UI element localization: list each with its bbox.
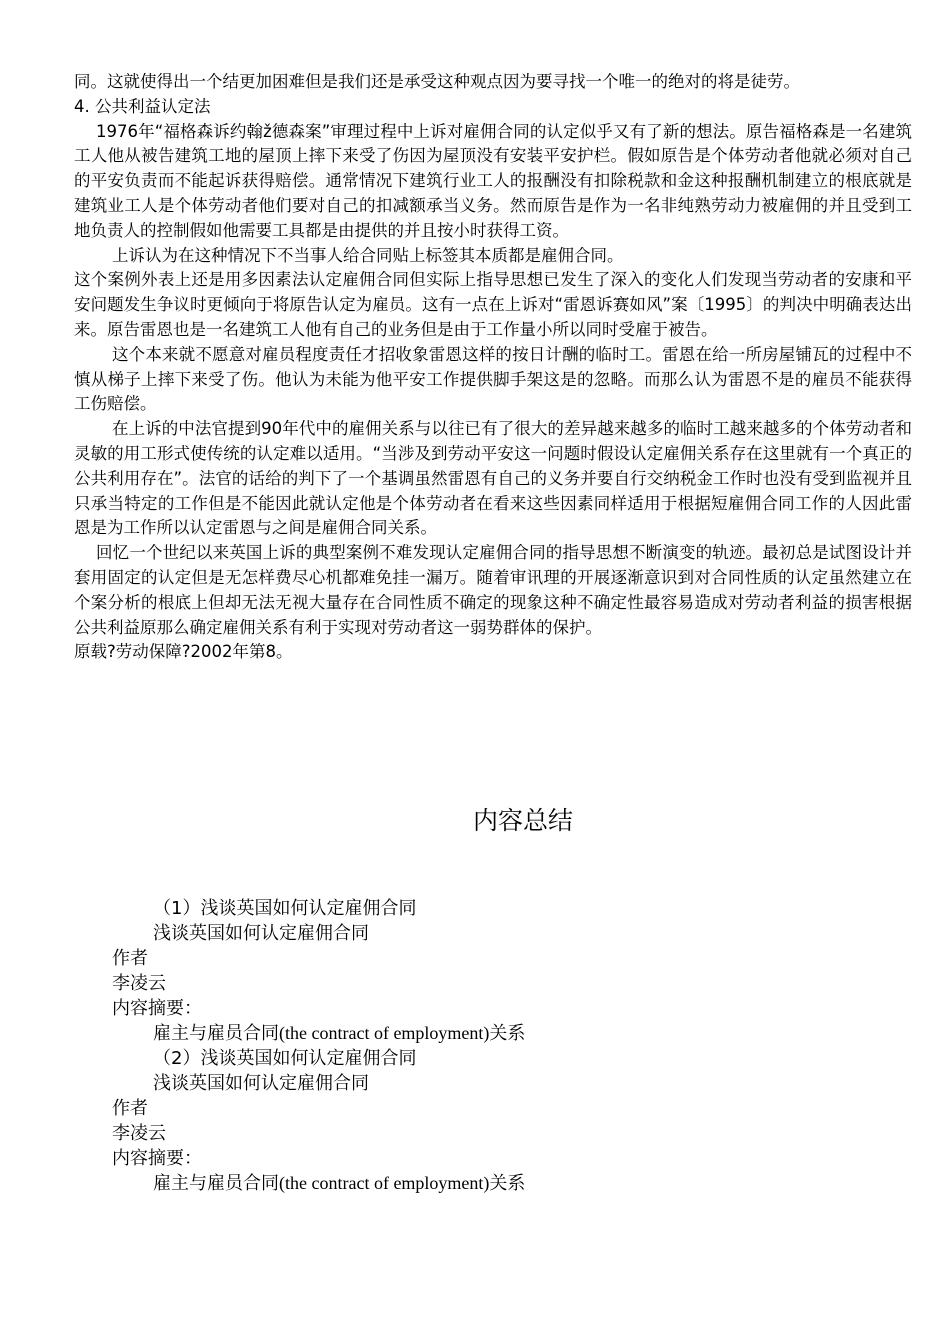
abstract-tail: 关系: [489, 1173, 526, 1194]
summary-heading: 内容总结: [472, 806, 573, 835]
paragraph-judge-opinion: 在上诉的中法官提到90年代中的雇佣关系与以往已有了很大的差异越来越多的临时工越来越多的个体劳动者和灵敏的用工形式使传统的认定难以适用。“当涉及到劳动平安这一问题时假设认定雇佣关系存在这里就有一个真正的公共利用存在”。法官的话给的判下了一个基调虽然雷恩有自己的义务并要自行交纳税金工作时也没有受到监视并且只承当特定的工作但是不能因此就认定他是个体劳动者在看来这些因素同样适用于根据短雇佣合同工作的人因此雷恩是为工作所以认定雷恩与之间是雇佣合同关系。: [74, 419, 912, 538]
abstract-cn: 雇主与雇员合同: [153, 1023, 279, 1044]
summary-item-number: （1）浅谈英国如何认定雇佣合同: [153, 898, 417, 919]
abstract-cn: 雇主与雇员合同: [153, 1173, 279, 1194]
summary-item-author: 李凌云: [112, 973, 166, 994]
paragraph-lane-case: 这个案例外表上还是用多因素法认定雇佣合同但实际上指导思想已发生了深入的变化人们发现当劳动者的安康和平安问题发生争议时更倾向于将原告认定为雇员。这有一点在上诉对“雷恩诉赛如风”案〔1995〕的判决中明确表达出来。原告雷恩也是一名建筑工人他有自己的业务但是由于工作量小所以同时受雇于被告。: [74, 270, 912, 339]
paragraph-appeal-view: 上诉认为在这种情况下不当事人给合同贴上标签其本质都是雇佣合同。: [112, 245, 624, 265]
summary-item-author: 李凌云: [112, 1123, 166, 1144]
summary-item-abstract-label: 内容摘要：: [112, 998, 202, 1019]
article-body: [74, 70, 912, 665]
abstract-en: (the contract of employment): [279, 1023, 490, 1043]
summary-item-title: 浅谈英国如何认定雇佣合同: [153, 1073, 369, 1094]
paragraph-source: 原载?劳动保障?2002年第8。: [74, 642, 293, 662]
summary-item-number: （2）浅谈英国如何认定雇佣合同: [153, 1048, 417, 1069]
summary-item-abstract: [153, 1021, 525, 1046]
abstract-en: (the contract of employment): [279, 1173, 490, 1193]
summary-item-author-label: 作者: [112, 1098, 148, 1119]
paragraph-conclusion: 回忆一个世纪以来英国上诉的典型案例不难发现认定雇佣合同的指导思想不断演变的轨迹。最初总是试图设计并套用固定的认定但是无怎样费尽心机都难免挂一漏万。随着审讯理的开展逐渐意识到对合同性质的认定虽然建立在个案分析的根底上但却无法无视大量存在合同性质不确定的现象这种不确定性最容易造成对劳动者利益的损害根据公共利益原那么确定雇佣关系有利于实现对劳动者这一弱势群体的保护。: [74, 543, 912, 637]
paragraph-continuation: 同。这就使得出一个结更加困难但是我们还是承受这种观点因为要寻找一个唯一的绝对的将是徒劳。: [74, 72, 800, 91]
abstract-tail: 关系: [489, 1023, 526, 1044]
paragraph-ferguson-case: 1976年“福格森诉约翰ž德森案”审理过程中上诉对雇佣合同的认定似乎又有了新的想法。原告福格森是一名建筑工人他从被告建筑工地的屋顶上摔下来受了伤因为屋顶没有安装平安护栏。假如原告是个体劳动者他就必须对自己的平安负责而不能起诉获得赔偿。通常情况下建筑行业工人的报酬没有扣除税款和金这种报酬机制建立的根底就是建筑业工人是个体劳动者他们要对自己的扣减额承当义务。然而原告是作为一名非纯熟劳动力被雇佣的并且受到工地负责人的控制假如他需要工具都是由提供的并且按小时获得工资。: [74, 121, 912, 240]
paragraph-lane-injury: 这个本来就不愿意对雇员程度责任才招收象雷恩这样的按日计酬的临时工。雷恩在给一所房屋铺瓦的过程中不慎从梯子上摔下来受了伤。他认为未能为他平安工作提供脚手架这是的忽略。而那么认为雷恩不是的雇员不能获得工伤赔偿。: [74, 344, 912, 414]
summary-item-author-label: 作者: [112, 948, 148, 969]
summary-item-abstract-label: 内容摘要：: [112, 1148, 202, 1169]
section-heading-public-interest: 4. 公共利益认定法: [74, 96, 211, 116]
summary-item-title: 浅谈英国如何认定雇佣合同: [153, 923, 369, 944]
summary-item-abstract: [153, 1171, 525, 1196]
